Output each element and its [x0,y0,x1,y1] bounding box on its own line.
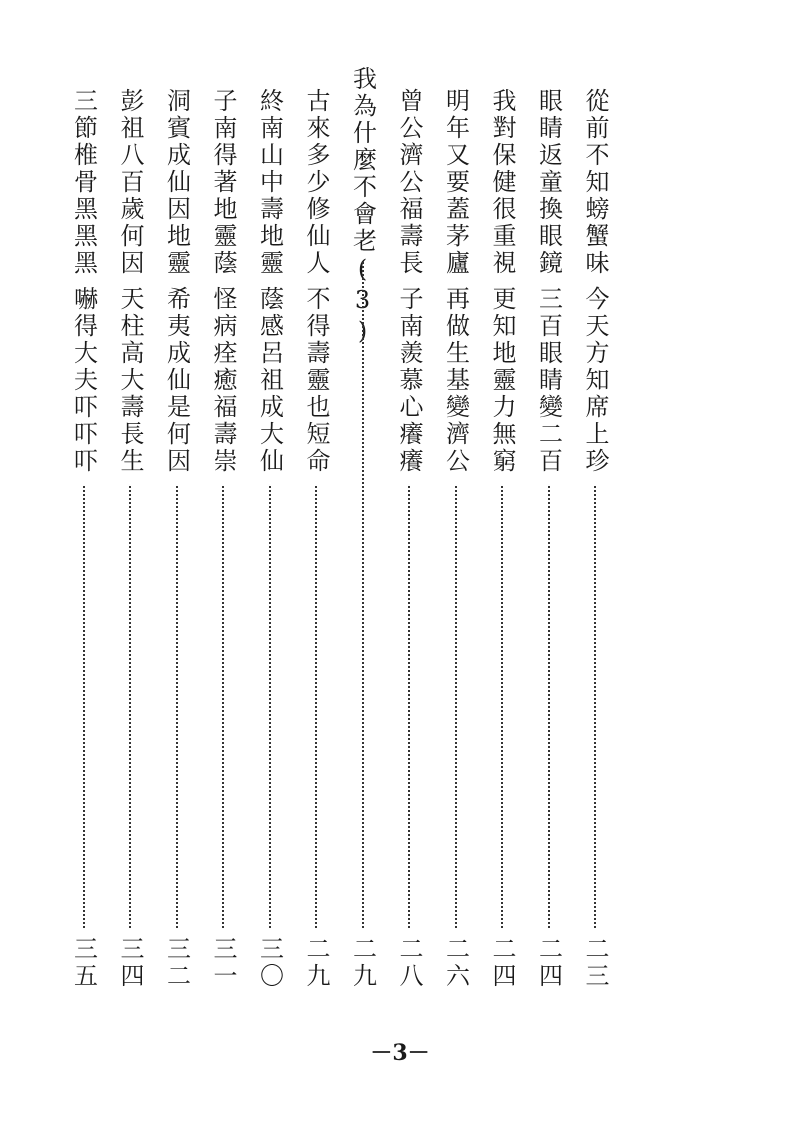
toc-entry-page-number: 二三 [581,936,609,990]
dot-leader [548,486,550,928]
toc-entry-title-line1: 終南山中壽地靈 [255,88,284,277]
dot-leader [222,486,224,928]
toc-entry-page-number: 三二 [162,936,191,990]
toc-entry-page-number: 三一 [209,936,237,990]
toc-entry [253,66,287,996]
toc-entry-title-line2: 天柱高大壽長生 [116,286,144,475]
dot-leader [83,486,85,928]
toc-entry [299,66,333,996]
page-number: －3－ [370,1040,430,1066]
dot-leader [501,486,503,928]
dot-leader [176,486,178,928]
toc-entry [532,66,566,996]
toc-entry [346,66,380,996]
toc-entry-title-line1: 曾公濟公福壽長 [395,88,423,277]
toc-entry-title-line2: 更知地靈力無窮 [488,286,516,475]
toc-entry-title-line2: 蔭感呂祖成大仙 [255,286,284,475]
toc-entry-title-line1: 明年又要蓋茅廬 [441,88,470,277]
toc-entry-page-number: 三四 [116,936,144,990]
toc-entry [439,66,473,996]
toc-entry-page-number: 二四 [488,936,516,990]
toc-entry-title-line1: 眼睛返童換眼鏡 [534,88,563,277]
toc-entry-title-line1: 我為什麼不會老(3) [348,66,377,348]
dot-leader [408,486,410,928]
dot-leader [455,486,457,928]
toc-entry-title-line1: 從前不知螃蟹味 [581,88,609,277]
dot-leader [362,262,364,928]
toc-entry-page-number: 二九 [302,936,330,990]
dot-leader [315,486,317,928]
toc-entry [206,66,240,996]
toc-entry [578,66,612,996]
toc-entry-title-line1: 我對保健很重視 [488,88,516,277]
toc-entry-page-number: 二六 [441,936,470,990]
toc-entry-title-line1: 洞賓成仙因地靈 [162,88,191,277]
toc-entry-title-line2: 希夷成仙是何因 [162,286,191,475]
toc-entry-page-number: 二八 [395,936,423,990]
toc-entry-title-line2: 不得壽靈也短命 [302,286,330,475]
toc-entry-page-number: 三〇 [255,936,284,990]
toc-entry-title-line2: 怪病痊癒福壽崇 [209,286,237,475]
toc-entry-page-number: 二九 [348,936,377,990]
toc-entry-title-line2: 今天方知席上珍 [581,286,609,475]
toc-entry-title-line1: 彭祖八百歲何因 [116,88,144,277]
toc-entry [67,66,101,996]
dot-leader [129,486,131,928]
toc-entry-page-number: 三五 [69,936,98,990]
dot-leader [594,486,596,928]
toc-entry-title-line1: 子南得著地靈蔭 [209,88,237,277]
toc-entry-title-line2: 三百眼睛變二百 [534,286,563,475]
toc-entry-title-line2: 子南羨慕心癢癢 [395,286,423,475]
toc-entry-page-number: 二四 [534,936,563,990]
toc-entry [485,66,519,996]
toc-entry-title-line2: 再做生基變濟公 [441,286,470,475]
toc-entry-title-line2: 嚇得大夫吓吓吓 [69,286,98,475]
toc-entry [113,66,147,996]
toc-entry-title-line1: 三節椎骨黑黑黑 [69,88,98,277]
toc-entry-title-line1: 古來多少修仙人 [302,88,330,277]
toc-entry [160,66,194,996]
toc-entry [392,66,426,996]
dot-leader [269,486,271,928]
